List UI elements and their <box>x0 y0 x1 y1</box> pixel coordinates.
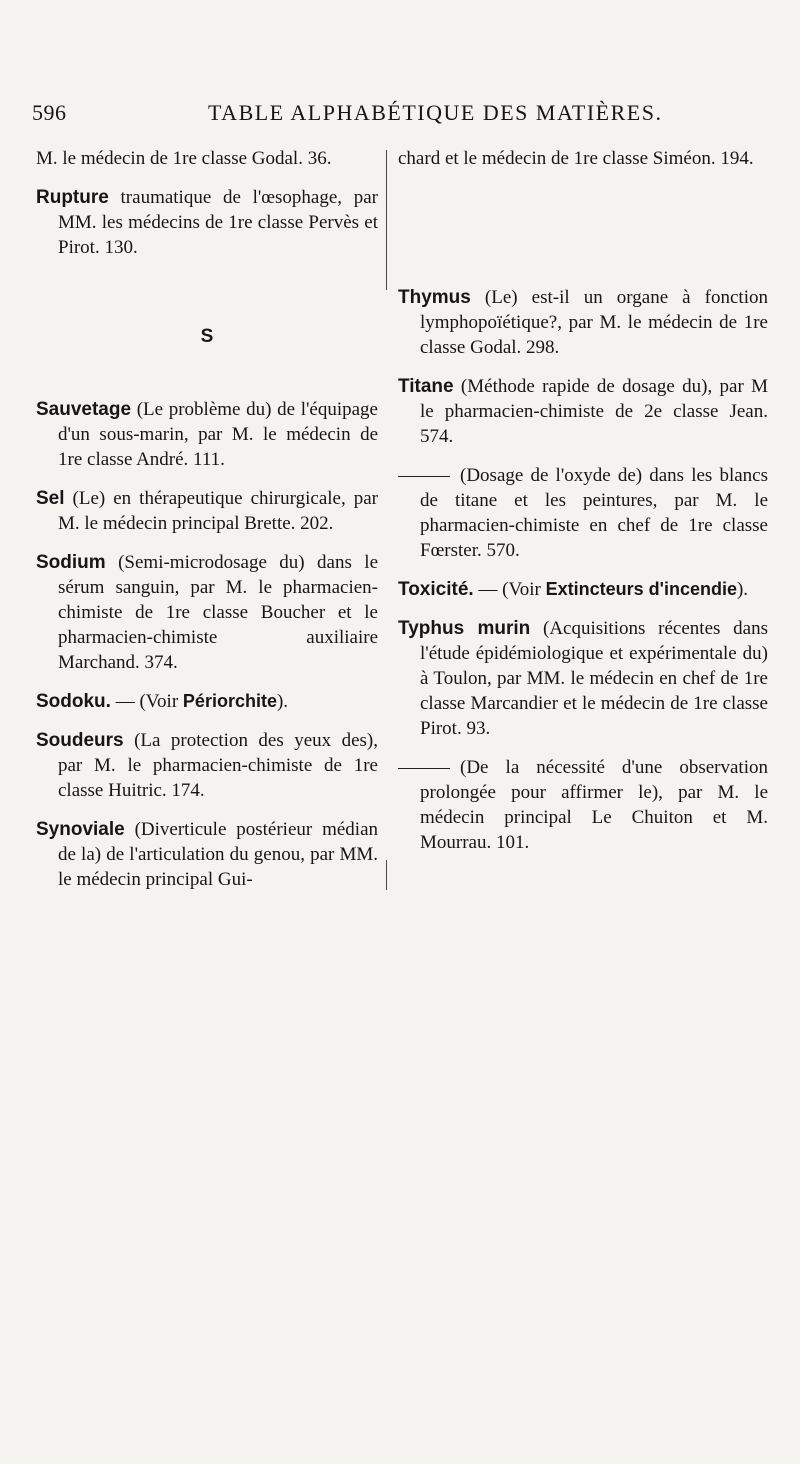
index-entry-titane <box>398 374 768 449</box>
entry-heading: Sodoku. <box>36 691 111 712</box>
index-entry-continuation <box>398 146 768 171</box>
entry-heading: Rupture <box>36 187 109 208</box>
entry-text: (Le) est-il un organe à fonction lymphopoïétique?, par M. le médecin de 1re classe Godal. 298. <box>420 287 768 358</box>
index-entry-thymus <box>398 285 768 360</box>
right-column <box>398 146 768 869</box>
entry-text: (Acquisitions récentes dans l'étude épidémiologique et expérimentale du) à Toulon, par MM. le médecin en chef de 1re classe Marcandier et le médecin de 1re classe Pirot. 93. <box>420 618 768 739</box>
index-entry-sodoku <box>36 689 378 714</box>
index-entry-continuation <box>36 146 378 171</box>
index-entry-typhus <box>398 616 768 741</box>
entry-heading: Sel <box>36 488 65 509</box>
entry-text: (Semi-microdosage du) dans le sérum sanguin, par M. le pharmacien-chimiste de 1re classe Boucher et le pharmacien-chimiste auxiliaire Marchand. 374. <box>58 552 378 673</box>
entry-text: traumatique de l'œsophage, par MM. les médecins de 1re classe Pervès et Pirot. 130. <box>58 187 378 258</box>
entry-text: — (Voir <box>473 579 546 600</box>
index-entry-typhus-necessite <box>398 755 768 855</box>
index-entry-titane-oxyde <box>398 463 768 563</box>
entry-heading: Sodium <box>36 552 106 573</box>
entry-text: — (Voir <box>110 691 183 712</box>
index-entry-sel <box>36 486 378 536</box>
entry-text: (Dosage de l'oxyde de) dans les blancs de titane et les peintures, par M. le pharmacien-chimiste en chef de 1re classe Fœrster. 570. <box>420 465 768 561</box>
entry-text: chard et le médecin de 1re classe Siméon. 194. <box>398 148 754 169</box>
repeat-dash <box>398 476 450 477</box>
entry-text: (Le) en thérapeutique chirurgicale, par M. le médecin principal Brette. 202. <box>58 488 378 534</box>
entry-heading: Titane <box>398 376 454 397</box>
column-divider <box>386 150 387 290</box>
entry-text: M. le médecin de 1re classe Godal. 36. <box>36 148 332 169</box>
entry-heading: Soudeurs <box>36 730 124 751</box>
index-entry-soudeurs <box>36 728 378 803</box>
entry-heading: Synoviale <box>36 819 125 840</box>
repeat-dash <box>398 768 450 769</box>
index-entry-sauvetage <box>36 397 378 472</box>
entry-text: (Méthode rapide de dosage du), par M le pharmacien-chimiste de 2e classe Jean. 574. <box>420 376 768 447</box>
entry-heading: Sauvetage <box>36 399 132 420</box>
entry-text: ). <box>276 691 289 712</box>
index-entry-rupture <box>36 185 378 260</box>
entry-heading: Toxicité. <box>398 579 474 600</box>
cross-reference: Périorchite <box>182 691 277 711</box>
entry-text: (Le problème du) de l'équipage d'un sous-marin, par M. le médecin de 1re classe André. 111. <box>58 399 378 470</box>
entry-heading: Typhus murin <box>398 618 531 639</box>
index-entry-synoviale <box>36 817 378 892</box>
entry-heading: Thymus <box>398 287 471 308</box>
index-entry-toxicite <box>398 577 768 602</box>
entry-text: (La protection des yeux des), par M. le pharmacien-chimiste de 1re classe Huitric. 174. <box>58 730 378 801</box>
entry-text: (De la nécessité d'une observation prolongée pour affirmer le), par M. le médecin principal Le Chuiton et M. Mourrau. 101. <box>420 757 768 853</box>
section-letter: S <box>200 326 214 347</box>
column-divider-lower <box>386 860 387 890</box>
cross-reference: Extincteurs d'incendie <box>545 579 737 599</box>
index-entry-sodium <box>36 550 378 675</box>
entry-text: ). <box>736 579 749 600</box>
left-column <box>36 146 378 906</box>
page-header <box>32 100 772 134</box>
page-number: 596 <box>32 100 67 125</box>
running-title: TABLE ALPHABÉTIQUE DES MATIÈRES. <box>208 100 663 125</box>
entry-text: (Diverticule postérieur médian de la) de l'articulation du genou, par MM. le médecin principal Gui- <box>58 819 378 890</box>
column-gap <box>398 185 768 285</box>
